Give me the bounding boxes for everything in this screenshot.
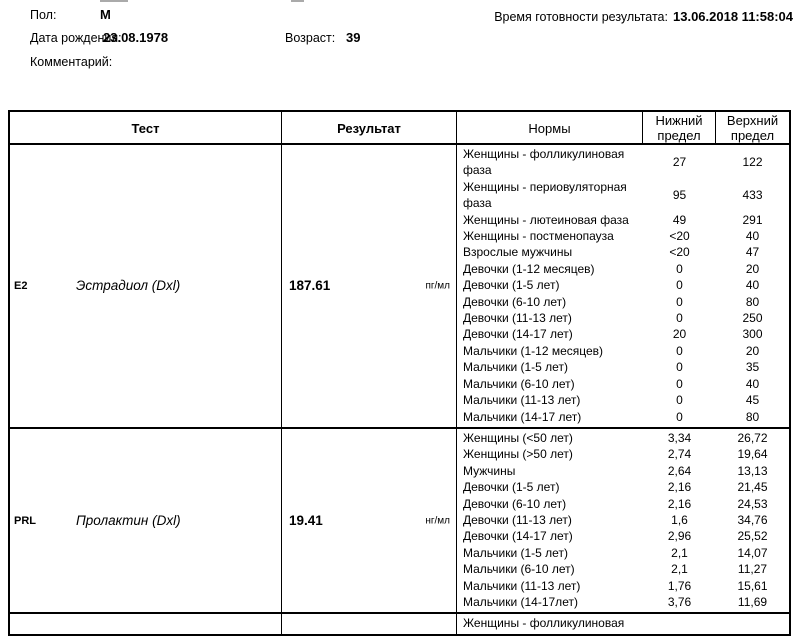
norm-name: Женщины (<50 лет) — [463, 430, 573, 445]
norm-lower-value: 49 — [672, 212, 687, 227]
norm-upper-value: 122 — [742, 155, 763, 170]
norm-row — [457, 244, 789, 260]
norm-lower-value: 2,64 — [667, 463, 692, 478]
norm-row — [457, 376, 789, 392]
norm-upper-value: 47 — [745, 245, 760, 260]
ready-time-label: Время готовности результата: — [494, 10, 668, 24]
norm-lower-value: 95 — [672, 188, 687, 203]
norm-name: Мальчики (11-13 лет) — [463, 393, 581, 408]
norm-upper-value: 35 — [745, 360, 760, 375]
norm-row — [457, 146, 789, 179]
norm-name: Женщины - периовуляторная фаза — [463, 179, 627, 211]
norm-lower-value: <20 — [669, 245, 690, 260]
norm-row — [457, 496, 789, 512]
sex-value: М — [100, 7, 111, 22]
norm-row — [457, 261, 789, 277]
norm-row — [457, 446, 789, 462]
norm-lower-value: 0 — [676, 409, 683, 424]
norm-row — [457, 578, 789, 594]
norm-lower-value: 0 — [676, 393, 683, 408]
norm-name: Мужчины — [463, 463, 516, 478]
header-lower-limit: Нижний предел — [643, 112, 716, 145]
norm-upper-value: 14,07 — [737, 545, 768, 560]
norm-name: Женщины - фолликулиновая — [463, 616, 625, 631]
norm-row — [457, 228, 789, 244]
norm-upper-value: 40 — [745, 376, 760, 391]
norm-lower-value: 20 — [672, 327, 687, 342]
test-cell — [10, 614, 282, 633]
norm-row — [457, 561, 789, 577]
norm-lower-value: 0 — [676, 376, 683, 391]
result-unit: нг/мл — [425, 515, 450, 527]
results-table — [8, 110, 791, 636]
comment-label: Комментарий: — [30, 55, 113, 69]
dob-value: 23.08.1978 — [103, 30, 169, 45]
norm-name: Девочки (1-12 месяцев) — [463, 261, 595, 276]
norm-lower-value: 0 — [676, 294, 683, 309]
norm-row — [457, 294, 789, 310]
norm-lower-value: 2,74 — [667, 447, 692, 462]
norm-name: Девочки (14-17 лет) — [463, 529, 573, 544]
test-name: Пролактин (Dxl) — [76, 513, 181, 529]
norm-name: Мальчики (14-17лет) — [463, 594, 578, 609]
norm-row — [457, 615, 789, 631]
norm-lower-value: 0 — [676, 343, 683, 358]
norms-cell — [457, 429, 789, 612]
norm-row — [457, 212, 789, 228]
norm-lower-value: 0 — [676, 261, 683, 276]
norm-upper-value: 300 — [742, 327, 763, 342]
norm-upper-value: 15,61 — [737, 578, 768, 593]
norm-lower-value: 0 — [676, 278, 683, 293]
sex-label: Пол: — [30, 8, 57, 22]
norm-upper-value: 21,45 — [737, 480, 768, 495]
norm-name: Девочки (11-13 лет) — [463, 512, 572, 527]
header-result: Результат — [282, 112, 457, 145]
cropped-line-artifact — [100, 0, 128, 2]
norm-upper-value: 80 — [745, 409, 760, 424]
norm-name: Мальчики (1-12 месяцев) — [463, 343, 604, 358]
norm-lower-value: 2,1 — [671, 545, 688, 560]
norm-name: Девочки (11-13 лет) — [463, 311, 572, 326]
test-cell — [10, 145, 282, 427]
result-cell — [282, 145, 457, 427]
norm-row — [457, 326, 789, 342]
result-unit: пг/мл — [425, 280, 450, 292]
norm-lower-value: 2,96 — [667, 529, 692, 544]
norm-name: Девочки (1-5 лет) — [463, 480, 560, 495]
test-row — [10, 612, 789, 633]
norm-row — [457, 545, 789, 561]
norms-cell — [457, 614, 789, 633]
norm-lower-value: 3,76 — [667, 594, 692, 609]
norm-name: Девочки (14-17 лет) — [463, 327, 573, 342]
norm-upper-value: 40 — [745, 278, 760, 293]
table-body — [10, 145, 789, 634]
norm-lower-value: 27 — [672, 155, 687, 170]
norm-name: Мальчики (14-17 лет) — [463, 409, 582, 424]
norm-lower-value: 1,76 — [667, 578, 692, 593]
norm-name: Женщины (>50 лет) — [463, 447, 573, 462]
test-code: PRL — [14, 514, 36, 527]
norm-upper-value: 45 — [745, 393, 760, 408]
norm-lower-value: 1,6 — [671, 512, 688, 527]
table-header-row — [10, 112, 789, 145]
norm-upper-value: 19,64 — [737, 447, 768, 462]
result-value: 19.41 — [289, 513, 323, 529]
norm-upper-value: 11,27 — [737, 562, 768, 577]
test-name: Эстрадиол (Dxl) — [76, 278, 181, 294]
norm-row — [457, 430, 789, 446]
norm-upper-value: 26,72 — [737, 430, 768, 445]
cropped-line-artifact — [291, 0, 304, 2]
ready-time-value: 13.06.2018 11:58:04 — [673, 9, 793, 24]
norm-lower-value: 3,34 — [667, 430, 692, 445]
norm-lower-value: 2,16 — [667, 496, 692, 511]
result-cell — [282, 429, 457, 612]
norm-upper-value: 291 — [742, 212, 763, 227]
norm-row — [457, 409, 789, 425]
norms-cell — [457, 145, 789, 427]
norm-lower-value: 2,1 — [671, 562, 688, 577]
norm-row — [457, 463, 789, 479]
norm-row — [457, 528, 789, 544]
norm-name: Девочки (1-5 лет) — [463, 278, 560, 293]
norm-row — [457, 343, 789, 359]
dob-label: Дата рождения: — [30, 31, 122, 45]
norm-name: Женщины - постменопауза — [463, 229, 614, 244]
norm-upper-value: 80 — [745, 294, 760, 309]
norm-upper-value: 24,53 — [737, 496, 768, 511]
age-value: 39 — [346, 30, 361, 45]
norm-lower-value: 0 — [676, 311, 683, 326]
norm-upper-value: 13,13 — [737, 463, 768, 478]
norm-name: Женщины - лютеиновая фаза — [463, 212, 629, 227]
result-value: 187.61 — [289, 278, 331, 294]
norm-upper-value: 25,52 — [737, 529, 768, 544]
test-row — [10, 427, 789, 612]
norm-row — [457, 594, 789, 610]
header-upper-limit: Верхний предел — [726, 113, 779, 144]
test-cell — [10, 429, 282, 612]
norm-upper-value: 40 — [745, 229, 760, 244]
norm-row — [457, 359, 789, 375]
result-cell — [282, 614, 457, 633]
result-ready-time — [494, 8, 793, 26]
norm-lower-value: 2,16 — [667, 480, 692, 495]
norm-name: Мальчики (6-10 лет) — [463, 562, 575, 577]
norm-name: Девочки (6-10 лет) — [463, 294, 567, 309]
header-test: Тест — [10, 112, 282, 145]
norm-row — [457, 479, 789, 495]
norm-upper-value: 433 — [742, 188, 763, 203]
norm-row — [457, 310, 789, 326]
norm-row — [457, 277, 789, 293]
norm-name: Мальчики (1-5 лет) — [463, 360, 568, 375]
norm-upper-value: 20 — [745, 261, 760, 276]
norm-row — [457, 392, 789, 408]
norm-row — [457, 512, 789, 528]
norm-name: Мальчики (11-13 лет) — [463, 578, 581, 593]
norm-lower-value: 0 — [676, 360, 683, 375]
norm-name: Мальчики (6-10 лет) — [463, 376, 575, 391]
norm-name: Девочки (6-10 лет) — [463, 496, 567, 511]
norm-upper-value: 20 — [745, 343, 760, 358]
norm-name: Мальчики (1-5 лет) — [463, 545, 568, 560]
header-norms: Нормы — [457, 112, 643, 145]
norm-upper-value: 11,69 — [737, 594, 768, 609]
test-row — [10, 145, 789, 427]
norm-upper-value: 34,76 — [737, 512, 768, 527]
norm-lower-value: <20 — [669, 229, 690, 244]
norm-upper-value: 250 — [742, 311, 763, 326]
norm-name: Взрослые мужчины — [463, 245, 573, 260]
test-code: E2 — [14, 279, 28, 292]
age-label: Возраст: — [285, 31, 336, 45]
norm-row — [457, 179, 789, 212]
norm-name: Женщины - фолликулиновая фаза — [463, 147, 625, 178]
